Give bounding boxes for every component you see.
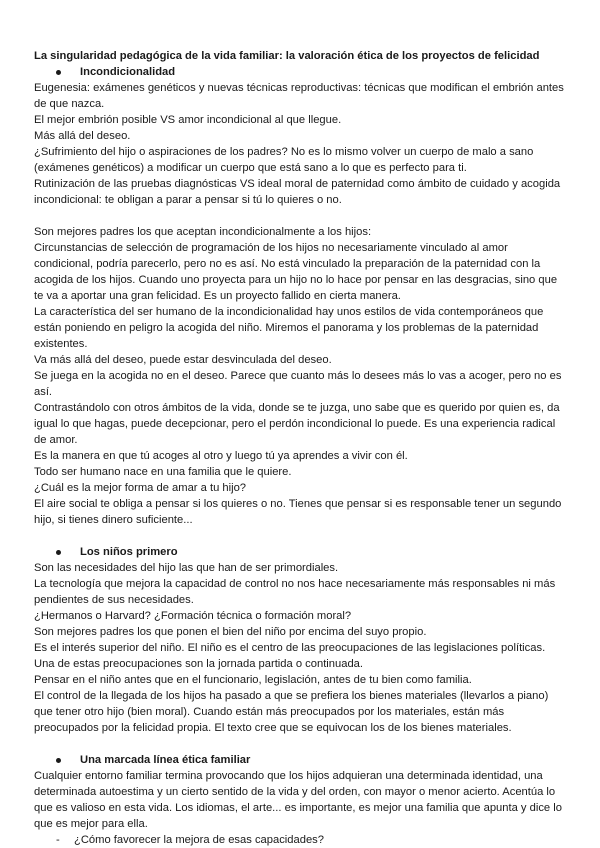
paragraph: Eugenesia: exámenes genéticos y nuevas técnicas reproductivas: técnicas que modifican el embrión antes de que nazca. bbox=[34, 82, 564, 110]
spacer bbox=[34, 736, 566, 752]
paragraph: Una de estas preocupaciones son la jornada partida o continuada. bbox=[34, 658, 364, 670]
paragraph: Son mejores padres los que aceptan incondicionalmente a los hijos: bbox=[34, 226, 372, 238]
spacer bbox=[34, 528, 566, 544]
paragraph: Es el interés superior del niño. El niño es el centro de las preocupaciones de las legislaciones políticas. bbox=[34, 642, 546, 654]
paragraph: Cualquier entorno familiar termina provocando que los hijos adquieran una determinada identidad, una determinada autoestima y un cierto sentido de la vida y del orden, con mayor o menor acierto. Acentúa lo que es valioso en esta vida. Los idiomas, el arte... es importante, es mejor una familia que apunta y dice lo que es mejor para ella. bbox=[34, 770, 562, 830]
section-heading-linea-etica-familiar bbox=[34, 752, 566, 768]
paragraph: Es la manera en que tú acoges al otro y luego tú ya aprendes a vivir con él. bbox=[34, 450, 408, 462]
section-heading-incondicionalidad bbox=[34, 64, 566, 80]
paragraph: ¿Sufrimiento del hijo o aspiraciones de los padres? No es lo mismo volver un cuerpo de malo a sano (exámenes genéticos) a modificar un cuerpo que está sano a lo que es perfecto para ti. bbox=[34, 146, 534, 174]
paragraph: Pensar en el niño antes que en el funcionario, legislación, antes de tu bien como familia. bbox=[34, 674, 472, 686]
paragraph: Contrastándolo con otros ámbitos de la vida, donde se te juzga, uno sabe que es querido por quien es, da igual lo que hagas, puede decepcionar, pero el perdón incondicional lo puede. Es una experiencia radical de amor. bbox=[34, 402, 560, 446]
paragraph: Todo ser humano nace en una familia que le quiere. bbox=[34, 466, 292, 478]
paragraph: El control de la llegada de los hijos ha pasado a que se prefiera los bienes materiales (llevarlos a piano) que tener otro hijo (bien moral). Cuando están más preocupados por los materiales, están más preocupados por la felicidad propia. El texto cree que se equivocan los de los bienes materiales. bbox=[34, 690, 549, 734]
dash-list-item-text: ¿Cómo favorecer la mejora de esas capacidades? bbox=[74, 834, 324, 846]
document-title: La singularidad pedagógica de la vida familiar: la valoración ética de los proyectos de felicidad bbox=[34, 50, 540, 62]
section-heading-label: Una marcada línea ética familiar bbox=[80, 754, 251, 766]
paragraph: El aire social te obliga a pensar si los quieres o no. Tienes que pensar si es responsable tener un segundo hijo, si tienes dinero suficiente... bbox=[34, 498, 562, 526]
paragraph: Va más allá del deseo, puede estar desvinculada del deseo. bbox=[34, 354, 332, 366]
paragraph: La característica del ser humano de la incondicionalidad hay unos estilos de vida contemporáneos que están poniendo en peligro la acogida del niño. Miremos el panorama y los problemas de la paternidad existentes. bbox=[34, 306, 544, 350]
paragraph: Se juega en la acogida no en el deseo. Parece que cuanto más lo desees más lo vas a acoger, pero no es así. bbox=[34, 370, 562, 398]
paragraph: Son las necesidades del hijo las que han de ser primordiales. bbox=[34, 562, 339, 574]
section-heading-los-ninos-primero bbox=[34, 544, 566, 560]
section-heading-label: Los niños primero bbox=[80, 546, 178, 558]
paragraph: ¿Cuál es la mejor forma de amar a tu hijo? bbox=[34, 482, 247, 494]
paragraph: Rutinización de las pruebas diagnósticas VS ideal moral de paternidad como ámbito de cuidado y acogida incondicional: te obligan a parar a pensar si tú lo quieres o no. bbox=[34, 178, 561, 206]
spacer bbox=[34, 208, 566, 224]
paragraph: Más allá del deseo. bbox=[34, 130, 131, 142]
paragraph: Son mejores padres los que ponen el bien del niño por encima del suyo propio. bbox=[34, 626, 427, 638]
paragraph: El mejor embrión posible VS amor incondicional al que llegue. bbox=[34, 114, 342, 126]
dash-list-item bbox=[34, 832, 566, 848]
section-heading-label: Incondicionalidad bbox=[80, 66, 176, 78]
paragraph: La tecnología que mejora la capacidad de control no nos hace necesariamente más responsables ni más pendientes de sus necesidades. bbox=[34, 578, 556, 606]
paragraph: ¿Hermanos o Harvard? ¿Formación técnica o formación moral? bbox=[34, 610, 352, 622]
dash-marker: - bbox=[56, 834, 60, 846]
paragraph: Circunstancias de selección de programación de los hijos no necesariamente vinculado al amor condicional, podría parecerlo, pero no es así. No está vinculado la preparación de la paternidad con la acogida de los hijos. Cuando uno proyecta para un hijo no lo hace por pensar en las desgracias, sino que te va a aportar una gran felicidad. Es un proyecto fallido en cierta manera. bbox=[34, 242, 558, 302]
